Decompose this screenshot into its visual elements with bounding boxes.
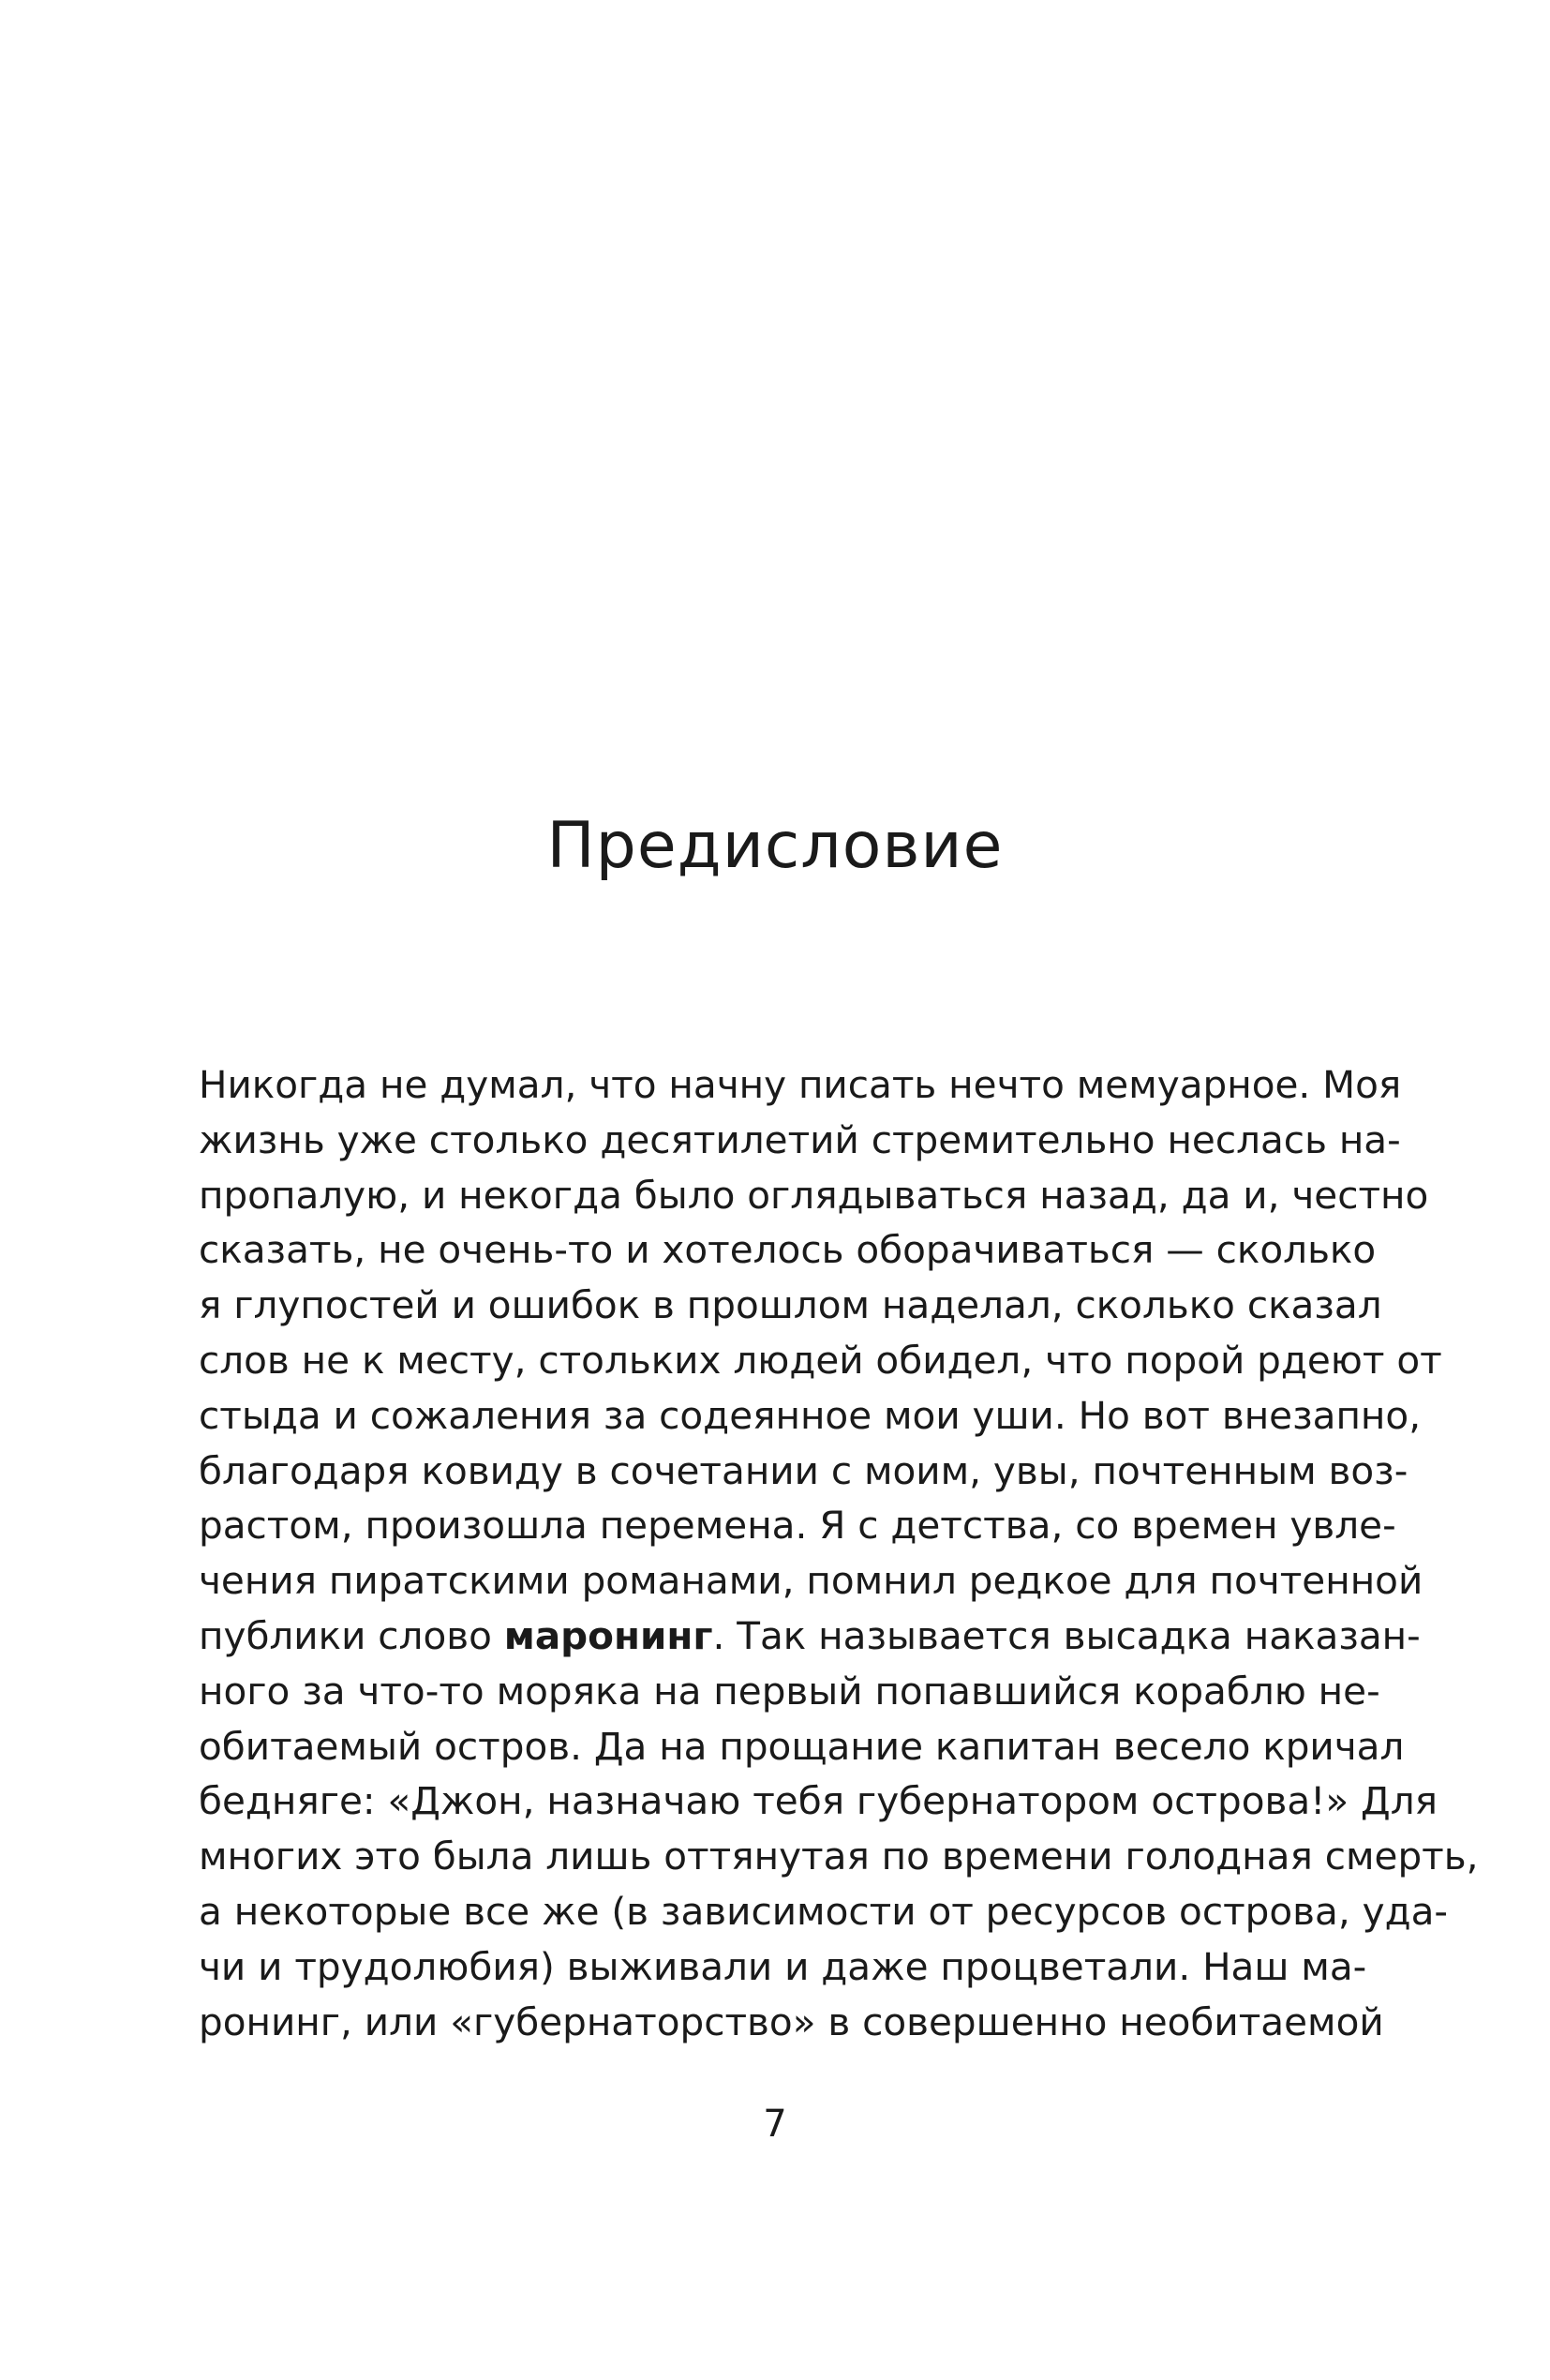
chapter-title: Предисловие: [546, 809, 1004, 883]
text-line: Никогда не думал, что начну писать нечто мемуарное. Моя: [199, 1062, 1402, 1107]
text-line: бедняге: «Джон, назначаю тебя губернатором острова!» Для: [199, 1778, 1438, 1824]
text-line: чи и трудолюбия) выживали и даже процветали. Наш ма-: [199, 1943, 1367, 1989]
text-line: стыда и сожаления за содеянное мои уши. Но вот внезапно,: [199, 1392, 1422, 1438]
text-line: жизнь уже столько десятилетий стремительно неслась на-: [199, 1116, 1401, 1162]
bold-term: маронинг: [503, 1612, 713, 1658]
text-line: слов не к месту, стольких людей обидел, что порой рдеют от: [199, 1337, 1442, 1383]
text-line: растом, произошла перемена. Я с детства, со времен увле-: [199, 1503, 1396, 1549]
text-line: обитаемый остров. Да на прощание капитан весело кричал: [199, 1723, 1405, 1769]
text-line: чения пиратскими романами, помнил редкое для почтенной: [199, 1558, 1423, 1604]
text-line: ного за что-то моряка на первый попавшийся кораблю не-: [199, 1668, 1380, 1714]
text-line: многих это была лишь оттянутая по времени голодная смерть,: [199, 1834, 1479, 1879]
text-line: благодаря ковиду в сочетании с моим, увы, почтенным воз-: [199, 1447, 1408, 1493]
page-number: 7: [763, 2103, 787, 2146]
text-line: пропалую, и некогда было оглядываться назад, да и, честно: [199, 1172, 1429, 1218]
text-line: а некоторые все же (в зависимости от ресурсов острова, уда-: [199, 1888, 1448, 1934]
text-line: ронинг, или «губернаторство» в совершенно необитаемой: [199, 1998, 1384, 2044]
text-segment: публики слово: [199, 1612, 504, 1658]
text-segment: . Так называется высадка наказан-: [712, 1612, 1421, 1658]
text-line: сказать, не очень-то и хотелось оборачиваться — сколько: [199, 1227, 1377, 1273]
text-line-with-term: [199, 1609, 1421, 1664]
text-line: я глупостей и ошибок в прошлом наделал, сколько сказал: [199, 1282, 1382, 1328]
body-paragraph: [199, 1057, 1479, 2049]
